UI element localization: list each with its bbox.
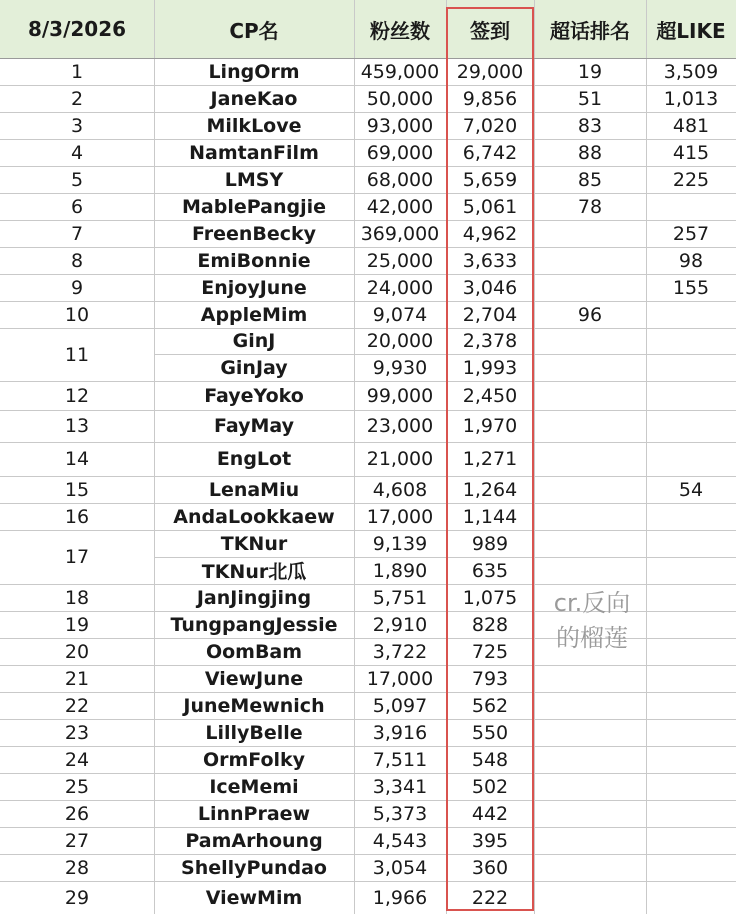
fans-cell: 20,000 [366,330,434,352]
row-divider [0,800,736,801]
rank-cell: 7 [70,222,84,245]
row-divider [0,58,736,59]
topic-rank-cell [534,247,646,274]
cp-cell: OrmFolky [202,748,306,771]
super-like-cell [646,503,736,530]
fans-cell: 17,000 [366,505,434,528]
super-like-cell: 225 [672,168,710,191]
checkin-cell: 635 [471,559,509,582]
row-divider [0,139,736,140]
topic-rank-cell: 78 [577,195,603,218]
checkin-cell: 1,993 [462,356,518,379]
column-divider [646,0,647,914]
row-divider [154,557,736,558]
topic-rank-cell [534,854,646,881]
checkin-cell: 5,659 [462,168,518,191]
super-like-cell: 415 [672,141,710,164]
checkin-cell: 2,378 [462,330,518,352]
row-divider [0,773,736,774]
checkin-cell: 3,046 [462,276,518,299]
topic-rank-cell [534,557,646,584]
cp-cell: LenaMiu [208,478,300,501]
cp-cell: GinJ [232,330,276,352]
fans-cell: 7,511 [372,748,428,771]
super-like-cell [646,881,736,914]
topic-rank-cell [534,410,646,442]
cp-cell: GinJay [220,356,288,379]
watermark-line-1: cr.反向 [553,589,631,617]
topic-rank-cell [534,746,646,773]
super-like-cell [646,638,736,665]
cp-cell: MilkLove [206,114,302,137]
topic-rank-cell [534,503,646,530]
row-divider [154,354,736,355]
fans-cell: 4,543 [372,829,428,852]
row-divider [0,247,736,248]
super-like-cell: 155 [672,276,710,299]
column-divider [354,0,355,914]
checkin-cell: 1,075 [462,586,518,609]
header-super-like: 超LIKE [646,0,736,58]
fans-cell: 25,000 [366,249,434,272]
super-like-cell [646,442,736,476]
rank-cell: 10 [64,303,90,326]
topic-rank-cell: 83 [577,114,603,137]
rank-cell: 9 [70,276,84,299]
super-like-cell [646,611,736,638]
row-divider [0,85,736,86]
checkin-cell: 1,970 [462,415,518,437]
topic-rank-cell [534,220,646,247]
row-divider [0,381,736,382]
cp-cell: JaneKao [210,87,298,110]
fans-cell: 9,930 [372,356,428,379]
row-divider [0,410,736,411]
topic-rank-cell [534,773,646,800]
fans-cell: 24,000 [366,276,434,299]
topic-rank-cell [534,442,646,476]
rank-cell: 1 [70,60,84,83]
rank-cell: 16 [64,505,90,528]
super-like-cell [646,854,736,881]
rank-cell: 14 [64,448,90,470]
super-like-cell [646,692,736,719]
checkin-cell: 29,000 [456,60,524,83]
checkin-cell: 6,742 [462,141,518,164]
super-like-cell [646,328,736,354]
header-cp: CP名 [154,0,354,58]
super-like-cell [646,557,736,584]
rank-cell: 26 [64,802,90,825]
checkin-cell: 5,061 [462,195,518,218]
fans-cell: 5,097 [372,694,428,717]
super-like-cell [646,773,736,800]
cp-cell: PamArhoung [185,829,323,852]
row-divider [0,220,736,221]
fans-cell: 69,000 [366,141,434,164]
checkin-cell: 1,264 [462,478,518,501]
row-divider [0,530,736,531]
fans-cell: 42,000 [366,195,434,218]
fans-cell: 9,139 [372,532,428,555]
super-like-cell [646,827,736,854]
cp-cell: OomBam [205,640,303,663]
topic-rank-cell [534,381,646,410]
topic-rank-cell: 88 [577,141,603,164]
watermark [538,586,646,656]
cp-cell: IceMemi [209,775,299,798]
checkin-cell: 3,633 [462,249,518,272]
cp-cell: ViewJune [204,667,304,690]
rank-cell: 5 [70,168,84,191]
rank-cell: 19 [64,613,90,636]
checkin-cell: 222 [471,886,509,909]
checkin-cell: 7,020 [462,114,518,137]
checkin-cell: 989 [471,532,509,555]
rank-cell: 3 [70,114,84,137]
cp-cell: FreenBecky [191,222,317,245]
topic-rank-cell [534,881,646,914]
topic-rank-cell [534,328,646,354]
fans-cell: 5,751 [372,586,428,609]
row-divider [0,442,736,443]
rank-cell: 8 [70,249,84,272]
rank-cell: 11 [64,343,90,366]
topic-rank-cell [534,719,646,746]
checkin-cell: 395 [471,829,509,852]
fans-cell: 459,000 [360,60,440,83]
cp-cell: EnjoyJune [201,276,307,299]
checkin-cell: 793 [471,667,509,690]
topic-rank-cell: 51 [577,87,603,110]
header-fans: 粉丝数 [354,0,446,58]
row-divider [0,301,736,302]
row-divider [0,274,736,275]
rank-cell: 13 [64,415,90,437]
super-like-cell [646,584,736,611]
checkin-cell: 725 [471,640,509,663]
rank-cell: 4 [70,141,84,164]
rank-cell: 21 [64,667,90,690]
cp-cell: ShellyPundao [181,856,327,879]
checkin-cell: 548 [471,748,509,771]
rank-cell: 2 [70,87,84,110]
cp-cell: JanJingjing [196,586,312,609]
rank-cell: 20 [64,640,90,663]
checkin-cell: 828 [471,613,509,636]
header-date: 8/3/2026 [0,0,154,58]
fans-cell: 93,000 [366,114,434,137]
super-like-cell [646,665,736,692]
row-divider [0,584,736,585]
fans-cell: 5,373 [372,802,428,825]
checkin-cell: 4,962 [462,222,518,245]
fans-cell: 68,000 [366,168,434,191]
rank-cell: 27 [64,829,90,852]
topic-rank-cell [534,692,646,719]
super-like-cell [646,530,736,557]
row-divider [0,719,736,720]
checkin-cell: 9,856 [462,87,518,110]
header-checkin: 签到 [446,0,534,58]
super-like-cell [646,381,736,410]
super-like-cell [646,800,736,827]
fans-cell: 17,000 [366,667,434,690]
cp-cell: AndaLookkaew [173,505,335,528]
cp-cell: FayMay [213,415,295,437]
fans-cell: 3,054 [372,856,428,879]
cp-cell: LillyBelle [205,721,303,744]
cp-cell: TKNur北瓜 [201,561,307,583]
checkin-cell: 360 [471,856,509,879]
fans-cell: 2,910 [372,613,428,636]
fans-cell: 4,608 [372,478,428,501]
fans-cell: 50,000 [366,87,434,110]
header-topic-rank: 超话排名 [534,0,646,58]
rank-cell: 15 [64,478,90,501]
row-divider [0,881,736,882]
topic-rank-cell: 85 [577,168,603,191]
cp-cell: MablePangjie [181,195,326,218]
topic-rank-cell: 19 [577,60,603,83]
rank-cell: 23 [64,721,90,744]
cp-cell: EngLot [216,448,292,470]
topic-rank-cell [534,800,646,827]
topic-rank-cell [534,530,646,557]
topic-rank-cell: 96 [577,303,603,326]
fans-cell: 3,341 [372,775,428,798]
rank-cell: 24 [64,748,90,771]
row-divider [0,166,736,167]
fans-cell: 23,000 [366,415,434,437]
row-divider [0,193,736,194]
cp-cell: JuneMewnich [183,694,325,717]
cp-cell: LingOrm [208,60,300,83]
super-like-cell [646,746,736,773]
rank-cell: 6 [70,195,84,218]
fans-cell: 99,000 [366,384,434,407]
row-divider [0,112,736,113]
rank-cell: 12 [64,384,90,407]
cp-cell: TungpangJessie [170,613,338,636]
topic-rank-cell [534,827,646,854]
checkin-cell: 2,450 [462,384,518,407]
fans-cell: 21,000 [366,448,434,470]
cp-cell: AppleMim [200,303,308,326]
fans-cell: 1,890 [372,559,428,582]
super-like-cell [646,354,736,381]
watermark-line-2: 的榴莲 [556,624,628,652]
rank-cell: 29 [64,886,90,909]
super-like-cell [646,301,736,328]
checkin-cell: 2,704 [462,303,518,326]
checkin-cell: 1,271 [462,448,518,470]
cp-cell: NamtanFilm [189,141,319,164]
super-like-cell [646,719,736,746]
super-like-cell: 481 [672,114,710,137]
cp-cell: ViewMim [205,886,303,909]
cp-cell: FayeYoko [204,384,304,407]
checkin-cell: 550 [471,721,509,744]
column-divider [446,0,447,914]
fans-cell: 1,966 [372,886,428,909]
row-divider [0,503,736,504]
topic-rank-cell [534,354,646,381]
super-like-cell: 54 [678,478,704,501]
cp-cell: TKNur [220,532,288,555]
rank-cell: 28 [64,856,90,879]
row-divider [0,665,736,666]
fans-cell: 9,074 [372,303,428,326]
super-like-cell: 1,013 [663,87,719,110]
checkin-cell: 442 [471,802,509,825]
super-like-cell [646,410,736,442]
topic-rank-cell [534,665,646,692]
super-like-cell: 257 [672,222,710,245]
fans-cell: 3,916 [372,721,428,744]
rank-cell: 17 [64,546,90,568]
row-divider [0,746,736,747]
cp-cell: LMSY [224,168,284,191]
fans-cell: 3,722 [372,640,428,663]
super-like-cell: 98 [678,249,704,272]
row-divider [0,476,736,477]
row-divider [0,854,736,855]
checkin-cell: 1,144 [462,505,518,528]
super-like-cell [646,193,736,220]
column-divider [154,0,155,914]
topic-rank-cell [534,274,646,301]
super-like-cell: 3,509 [663,60,719,83]
row-divider [0,692,736,693]
checkin-cell: 502 [471,775,509,798]
rank-cell: 18 [64,586,90,609]
cp-cell: EmiBonnie [197,249,311,272]
row-divider [0,328,736,329]
rank-cell: 25 [64,775,90,798]
cp-cell: LinnPraew [197,802,311,825]
rank-cell: 22 [64,694,90,717]
checkin-cell: 562 [471,694,509,717]
row-divider [0,827,736,828]
column-divider [534,0,535,914]
topic-rank-cell [534,476,646,503]
fans-cell: 369,000 [360,222,440,245]
